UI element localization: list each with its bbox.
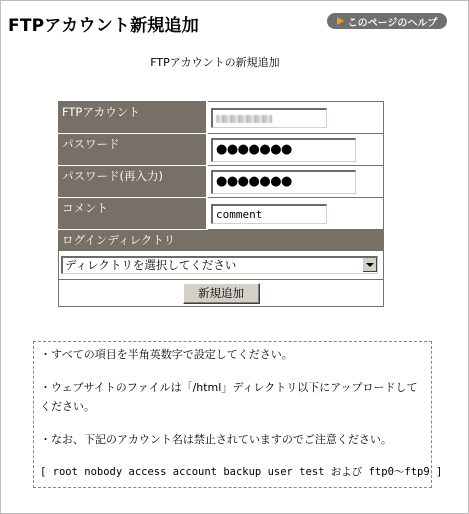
forbidden-accounts: [ root nobody access account backup user test および ftp0～ftp9 ] bbox=[40, 466, 443, 478]
note-line-2: ・ウェブサイトのファイルは「/html」ディレクトリ以下にアップロードしてください。 bbox=[40, 381, 418, 413]
ftp-account-form bbox=[58, 101, 384, 307]
help-label: このページのヘルプ bbox=[347, 17, 438, 29]
redacted-account-value bbox=[216, 115, 272, 123]
chevron-down-icon bbox=[366, 263, 374, 267]
page-title: FTPアカウント新規追加 bbox=[8, 16, 199, 36]
note-line-3: ・なお、下記のアカウント名は禁止されていますのでご注意ください。 bbox=[40, 433, 392, 446]
login-dir-label: ログインディレクトリ bbox=[59, 230, 384, 251]
account-input[interactable] bbox=[211, 108, 327, 128]
submit-button[interactable]: 新規追加 bbox=[183, 283, 260, 304]
comment-label: コメント bbox=[59, 198, 208, 230]
note-line-1: ・すべての項目を半角英数字で設定してください。 bbox=[40, 348, 293, 361]
form-subtitle: FTPアカウントの新規追加 bbox=[150, 56, 280, 69]
login-dir-select[interactable] bbox=[61, 256, 378, 274]
help-button[interactable] bbox=[327, 13, 447, 29]
password-label: パスワード bbox=[59, 134, 208, 166]
notes-box bbox=[33, 341, 443, 488]
comment-input[interactable]: comment bbox=[211, 204, 327, 224]
select-dropdown-button[interactable] bbox=[362, 258, 377, 272]
password-confirm-input[interactable]: ●●●●●●● bbox=[211, 170, 356, 194]
account-label: FTPアカウント bbox=[59, 102, 208, 134]
login-dir-selected: ディレクトリを選択してください bbox=[65, 258, 237, 272]
password-confirm-label: パスワード(再入力) bbox=[59, 166, 208, 198]
password-input[interactable]: ●●●●●●● bbox=[211, 138, 356, 162]
play-arrow-icon bbox=[337, 17, 344, 25]
